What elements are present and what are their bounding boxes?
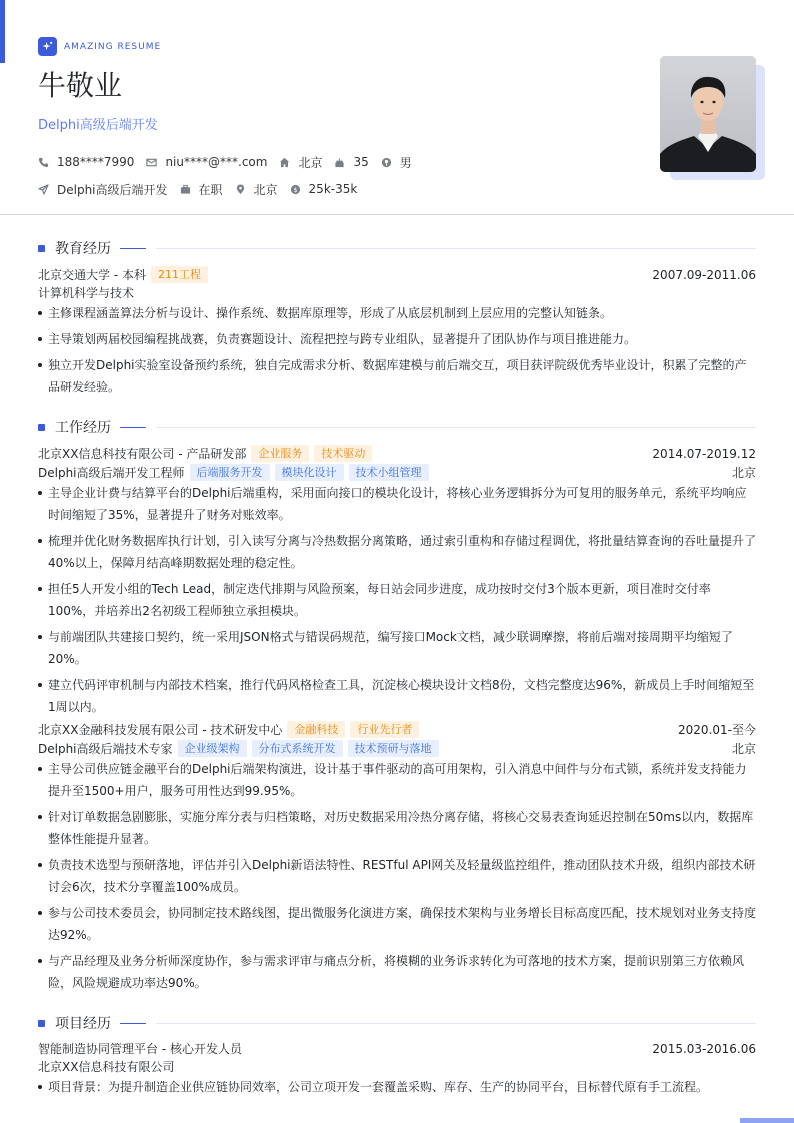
role-tag: 企业级架构 <box>178 740 247 757</box>
section-work-title: 工作经历 <box>38 417 756 437</box>
section-marker <box>38 424 45 431</box>
list-item: 项目背景：为提升制造企业供应链协同效率，公司立项开发一套覆盖采购、库存、生产的协同平台，目标替代原有手工流程。 <box>38 1076 756 1098</box>
contact-row <box>38 153 758 171</box>
list-item: 梳理并优化财务数据库执行计划，引入读写分离与冷热数据分离策略，通过索引重构和存储过程调优，将批量结算查询的吞吐量提升了40%以上，保障月结高峰期数据处理的稳定性。 <box>38 530 756 574</box>
brand-text: AMAZING RESUME <box>64 41 162 52</box>
location-pin-icon <box>235 184 246 195</box>
section-marker <box>38 245 45 252</box>
accent-bar <box>0 0 5 63</box>
candidate-name: 牛敬业 <box>38 69 123 102</box>
info-salary: $ 25k-35k <box>290 182 358 196</box>
education-entry <box>38 265 756 402</box>
work-date: 2020.01-至今 <box>678 723 756 737</box>
education-bullets <box>38 302 756 398</box>
project-entry <box>38 1039 756 1102</box>
brand <box>38 37 758 56</box>
info-gender: 男 <box>381 154 412 171</box>
company-tag: 技术驱动 <box>314 445 372 462</box>
sparkle-icon <box>38 37 57 56</box>
school-tag: 211工程 <box>151 266 208 283</box>
project-name: 智能制造协同管理平台 - 核心开发人员 <box>38 1042 242 1056</box>
list-item: 针对订单数据急剧膨胀，实施分库分表与归档策略，对历史数据采用冷热分离存储，将核心交易表查询延迟控制在50ms以内，数据库整体性能提升显著。 <box>38 806 756 850</box>
work-entry-2 <box>38 720 756 998</box>
role-tag: 技术小组管理 <box>349 464 429 481</box>
company-tag: 金融科技 <box>287 721 345 738</box>
briefcase-icon <box>180 184 191 195</box>
profile-photo <box>660 56 757 173</box>
role-tag: 分布式系统开发 <box>252 740 343 757</box>
list-item: 主导策划两届校园编程挑战赛，负责赛题设计、流程把控与跨专业组队，显著提升了团队协作与项目推进能力。 <box>38 328 756 350</box>
info-status: 在职 <box>180 181 223 198</box>
cake-icon <box>334 157 345 168</box>
money-icon <box>290 184 301 195</box>
send-icon <box>38 184 49 195</box>
role-name: Delphi高级后端开发工程师 <box>38 466 185 480</box>
project-date: 2015.03-2016.06 <box>652 1041 756 1056</box>
list-item: 负责技术选型与预研落地，评估并引入Delphi新语法特性、RESTful API网关及轻量级监控组件，推动团队技术升级，组织内部技术研讨会6次，技术分享覆盖100%成员。 <box>38 854 756 898</box>
phone-icon <box>38 157 49 168</box>
list-item: 主导公司供应链金融平台的Delphi后端架构演进，设计基于事件驱动的高可用架构，引入消息中间件与分布式锁，系统并发支持能力提升至1500+用户，服务可用性达到99.95%。 <box>38 758 756 802</box>
info-city: 北京 <box>279 154 322 171</box>
mail-icon <box>146 157 157 168</box>
role-tag: 后端服务开发 <box>190 464 270 481</box>
home-icon <box>279 157 290 168</box>
company-tag: 企业服务 <box>251 445 309 462</box>
list-item: 主修课程涵盖算法分析与设计、操作系统、数据库原理等，形成了从底层机制到上层应用的完整认知链条。 <box>38 302 756 324</box>
project-company: 北京XX信息科技有限公司 <box>38 1060 175 1074</box>
section-education-title: 教育经历 <box>38 238 756 258</box>
info-location: 北京 <box>235 181 278 198</box>
info-age: 35 <box>334 155 368 169</box>
list-item: 主导企业计费与结算平台的Delphi后端重构，采用面向接口的模块化设计，将核心业务逻辑拆分为可复用的服务单元，系统平均响应时间缩短了35%，显著提升了财务对账效率。 <box>38 482 756 526</box>
work-city: 北京 <box>731 742 756 756</box>
svg-text:$: $ <box>293 185 298 194</box>
work-entry-1 <box>38 444 756 722</box>
major: 计算机科学与技术 <box>38 286 135 300</box>
work-bullets <box>38 758 756 994</box>
job-info-row <box>38 180 758 198</box>
company-name: 北京XX金融科技发展有限公司 - 技术研发中心 <box>38 723 283 737</box>
work-city: 北京 <box>731 466 756 480</box>
list-item: 参与公司技术委员会，协同制定技术路线图，提出微服务化演进方案，确保技术架构与业务增长目标高度匹配，技术规划对业务支持度达92%。 <box>38 902 756 946</box>
section-marker <box>38 1020 45 1027</box>
company-tag: 行业先行者 <box>350 721 419 738</box>
header-divider <box>0 214 794 215</box>
info-email: niu****@***.com <box>146 155 267 169</box>
role-tag: 模块化设计 <box>275 464 344 481</box>
avatar <box>660 56 756 172</box>
list-item: 与产品经理及业务分析师深度协作，参与需求评审与痛点分析，将模糊的业务诉求转化为可落地的技术方案，提前识别第三方依赖风险，风险规避成功率达90%。 <box>38 950 756 994</box>
school-name: 北京交通大学 - 本科 <box>38 268 146 282</box>
education-date: 2007.09-2011.06 <box>652 267 756 282</box>
list-item: 建立代码评审机制与内部技术档案，推行代码风格检查工具，沉淀核心模块设计文档8份，文档完整度达96%，新成员上手时间缩短至1周以内。 <box>38 674 756 718</box>
info-phone: 188****7990 <box>38 155 134 169</box>
role-tag: 技术预研与落地 <box>348 740 439 757</box>
bottom-accent-bar <box>740 1118 794 1123</box>
gender-icon <box>381 157 392 168</box>
work-date: 2014.07-2019.12 <box>652 446 756 461</box>
section-project-title: 项目经历 <box>38 1013 756 1033</box>
job-title: Delphi高级后端开发 <box>38 118 158 133</box>
list-item: 与前端团队共建接口契约，统一采用JSON格式与错误码规范，编写接口Mock文档，减少联调摩擦，将前后端对接周期平均缩短了20%。 <box>38 626 756 670</box>
resume-header <box>38 37 758 198</box>
info-target-job: Delphi高级后端开发 <box>38 181 168 198</box>
company-name: 北京XX信息科技有限公司 - 产品研发部 <box>38 447 247 461</box>
list-item: 独立开发Delphi实验室设备预约系统，独自完成需求分析、数据库建模与前后端交互，项目获评院级优秀毕业设计，积累了完整的产品研发经验。 <box>38 354 756 398</box>
list-item: 担任5人开发小组的Tech Lead，制定迭代排期与风险预案，每日站会同步进度，成功按时交付3个版本更新，项目准时交付率100%，并培养出2名初级工程师独立承担模块。 <box>38 578 756 622</box>
project-bullets <box>38 1076 756 1098</box>
role-name: Delphi高级后端技术专家 <box>38 742 173 756</box>
work-bullets <box>38 482 756 718</box>
